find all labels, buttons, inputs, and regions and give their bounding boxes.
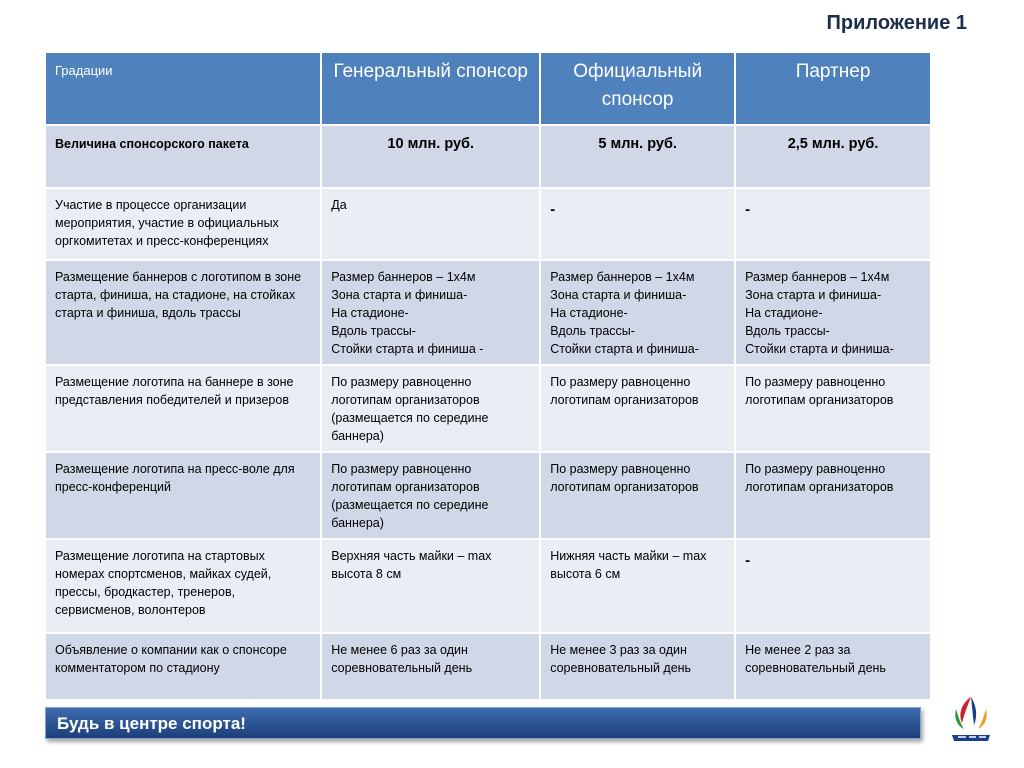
header-partner: Партнер: [736, 53, 930, 124]
cell-general: Да: [322, 189, 539, 259]
cell-official: По размеру равноценно логотипам организаторов: [541, 366, 734, 451]
table-row: [46, 540, 930, 632]
cell-partner: По размеру равноценно логотипам организаторов: [736, 453, 930, 538]
cell-general: Размер баннеров – 1х4м Зона старта и финиша- На стадионе- Вдоль трассы- Стойки старта и финиша -: [322, 261, 539, 364]
table-header-row: [46, 53, 930, 124]
table-row: [46, 126, 930, 187]
table-row: [46, 189, 930, 259]
logo-icon: [946, 693, 996, 745]
row-label: Размещение логотипа на пресс-воле для пресс-конференций: [46, 453, 320, 538]
row-label: Размещение логотипа на баннере в зоне представления победителей и призеров: [46, 366, 320, 451]
header-general-sponsor: Генеральный спонсор: [322, 53, 539, 124]
cell-official: 5 млн. руб.: [541, 126, 734, 187]
cell-official: Размер баннеров – 1х4м Зона старта и финиша- На стадионе- Вдоль трассы- Стойки старта и финиша-: [541, 261, 734, 364]
sponsorship-table: [44, 51, 932, 701]
slogan-banner: Будь в центре спорта!: [45, 707, 921, 739]
cell-general: Верхняя часть майки – max высота 8 см: [322, 540, 539, 632]
cell-partner: -: [736, 189, 930, 259]
header-gradations: Градации: [46, 53, 320, 124]
cell-partner: Размер баннеров – 1х4м Зона старта и финиша- На стадионе- Вдоль трассы- Стойки старта и финиша-: [736, 261, 930, 364]
sponsorship-table-container: [44, 51, 932, 701]
row-label: Величина спонсорского пакета: [46, 126, 320, 187]
cell-partner: По размеру равноценно логотипам организаторов: [736, 366, 930, 451]
row-label: Участие в процессе организации мероприятия, участие в официальных оргкомитетах и пресс-конференциях: [46, 189, 320, 259]
table-row: [46, 453, 930, 538]
cell-partner: -: [736, 540, 930, 632]
cell-general: Не менее 6 раз за один соревновательный день: [322, 634, 539, 699]
cell-general: По размеру равноценно логотипам организаторов (размещается по середине баннера): [322, 453, 539, 538]
cell-official: -: [541, 189, 734, 259]
page-title: Приложение 1: [826, 12, 967, 34]
cell-partner: Не менее 2 раз за соревновательный день: [736, 634, 930, 699]
table-row: [46, 634, 930, 699]
row-label: Размещение баннеров с логотипом в зоне старта, финиша, на стадионе, на стойках старта и финиша, вдоль трассы: [46, 261, 320, 364]
row-label: Размещение логотипа на стартовых номерах спортсменов, майках судей, прессы, бродкастер, тренеров, сервисменов, волонтеров: [46, 540, 320, 632]
cell-official: Не менее 3 раз за один соревновательный день: [541, 634, 734, 699]
cell-partner: 2,5 млн. руб.: [736, 126, 930, 187]
cell-official: Нижняя часть майки – max высота 6 см: [541, 540, 734, 632]
cell-general: 10 млн. руб.: [322, 126, 539, 187]
header-official-sponsor: Официальный спонсор: [541, 53, 734, 124]
table-row: [46, 261, 930, 364]
cell-official: По размеру равноценно логотипам организаторов: [541, 453, 734, 538]
row-label: Объявление о компании как о спонсоре комментатором по стадиону: [46, 634, 320, 699]
cell-general: По размеру равноценно логотипам организаторов (размещается по середине баннера): [322, 366, 539, 451]
table-row: [46, 366, 930, 451]
